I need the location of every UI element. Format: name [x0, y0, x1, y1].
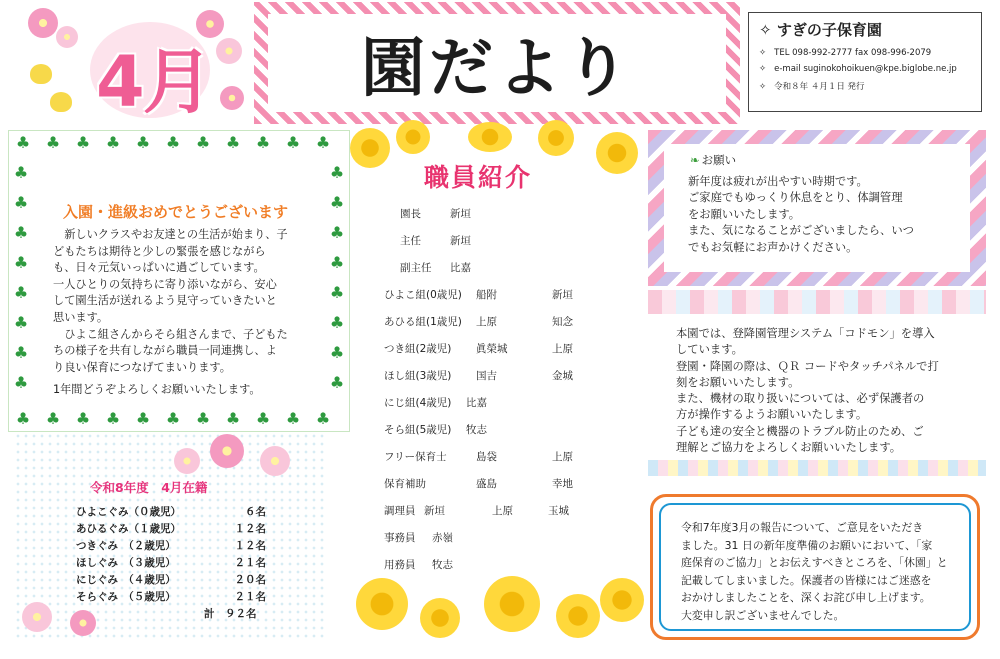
staff-name: 上原 [552, 343, 573, 355]
title-inner [268, 14, 726, 112]
system-line: 登園・降園の際は、ＱＲ コードやタッチパネルで打 [676, 359, 939, 373]
staff-role: 副主任 [400, 262, 432, 274]
clover-icon: ♣ [255, 409, 271, 428]
staff-name: 玉城 [548, 505, 569, 517]
apology-line: 大変申し訳ございませんでした。 [681, 608, 845, 622]
greeting-title: 入園・進級おめでとうございます [63, 203, 289, 221]
request-line: また、気になることがございましたら、いつ [688, 224, 914, 238]
greeting-line: 思います。 [53, 310, 109, 324]
leaf-icon: ❧ [690, 153, 700, 167]
sparkle-icon: ✧ [759, 48, 767, 58]
apology-section [650, 494, 980, 640]
staff-row [400, 206, 421, 221]
staff-role: ほし組(3歳児) [384, 370, 452, 382]
clover-icon: ♣ [329, 283, 345, 302]
staff-name: 知念 [552, 316, 573, 328]
apology-line: 庭保育のご協力」とお伝えすべきところを、「休園」と [681, 556, 948, 570]
staff-name: 比嘉 [466, 397, 487, 409]
month-label: 4月 [96, 41, 211, 123]
staff-row [384, 476, 426, 491]
cherry-blossom-icon [216, 38, 242, 64]
cherry-blossom-icon [28, 8, 58, 38]
dandelion-icon [600, 578, 644, 622]
greeting-line: どもたちは期待と少しの緊張を感じながら [53, 244, 266, 258]
system-line: また、機材の取り扱いについては、必ず保護者の [676, 392, 925, 406]
enrollment-rows [14, 432, 324, 640]
staff-row [400, 260, 432, 275]
dandelion-icon [356, 578, 408, 630]
nursery-name-row [759, 19, 971, 40]
month-badge [20, 8, 248, 123]
staff-name: 牧志 [466, 424, 487, 436]
greeting-line: り良い保育につなげてまいります。 [53, 360, 231, 374]
staff-name: 新垣 [424, 505, 445, 517]
clover-icon: ♣ [195, 133, 211, 152]
staff-name: 上原 [492, 505, 513, 517]
staff-row [384, 557, 416, 572]
staff-role: 園長 [400, 208, 421, 220]
clover-icon: ♣ [13, 253, 29, 272]
clover-icon: ♣ [285, 409, 301, 428]
greeting-line: 1年間どうぞよろしくお願いいたします。 [53, 383, 261, 397]
clover-icon: ♣ [255, 133, 271, 152]
staff-role: ひよこ組(0歳児) [384, 289, 462, 301]
staff-name: 上原 [552, 451, 573, 463]
system-line: 方が操作するようお願いいたします。 [676, 408, 868, 422]
greeting-line: ちの様子を共有しながら職員一同連携し、よ [53, 344, 277, 358]
staff-role: 事務員 [384, 532, 416, 544]
decorative-band [648, 290, 986, 314]
cherry-blossom-icon [220, 86, 244, 110]
greeting-line: ひよこ組さんからそら組さんまで、子どもた [53, 327, 288, 341]
clover-icon: ♣ [165, 409, 181, 428]
clover-icon: ♣ [13, 373, 29, 392]
clover-icon: ♣ [105, 133, 121, 152]
staff-row [384, 314, 462, 329]
staff-name: 新垣 [450, 208, 471, 220]
request-line: でもお気軽にお声かけください。 [688, 240, 858, 254]
clover-icon: ♣ [315, 409, 331, 428]
dandelion-icon [596, 132, 638, 174]
attendance-system-body [676, 326, 939, 456]
cherry-blossom-icon [56, 26, 78, 48]
clover-icon: ♣ [75, 409, 91, 428]
clover-icon: ♣ [225, 409, 241, 428]
clover-icon: ♣ [13, 193, 29, 212]
nursery-name: すぎの子保育園 [776, 21, 882, 39]
clover-icon: ♣ [315, 133, 331, 152]
enrollment-row: そらぐみ （５歳児） ２１名 [76, 591, 266, 603]
staff-role: フリー保育士 [384, 451, 447, 463]
staff-row [384, 341, 451, 356]
staff-name: 盛島 [476, 478, 497, 490]
apology-line: おかけしましたことを、深くお詫び申し上げます。 [681, 591, 931, 605]
staff-name: 幸地 [552, 478, 573, 490]
request-section [648, 130, 986, 286]
greeting-line: 一人ひとりの気持ちに寄り添いながら、安心 [53, 277, 277, 291]
apology-line: 令和7年度3月の報告について、ご意見をいただき [681, 521, 924, 534]
staff-row [384, 287, 462, 302]
staff-name: 比嘉 [450, 262, 471, 274]
greeting-line: 新しいクラスやお友達との生活が始まり、子 [53, 228, 288, 241]
request-line: 新年度は疲れが出やすい時期です。 [688, 175, 868, 188]
staff-name: 赤嶺 [432, 532, 453, 544]
dandelion-icon [484, 576, 540, 632]
attendance-system-section [648, 290, 986, 476]
enrollment-row: あひるぐみ（１歳児） １２名 [76, 523, 266, 535]
apology-line: 記載してしまいました。保護者の皆様にはご迷惑を [681, 573, 932, 587]
staff-name: 島袋 [476, 451, 497, 463]
clover-icon: ♣ [13, 313, 29, 332]
clover-icon: ♣ [195, 409, 211, 428]
apology-line: ました。31 日の新年度準備のお願いにおいて、「家 [681, 538, 933, 552]
page-title: 園だより [361, 32, 633, 106]
enrollment-title: 令和8年度 4月在籍 [90, 480, 208, 495]
clover-icon: ♣ [15, 409, 31, 428]
request-body [688, 174, 914, 256]
clover-icon: ♣ [13, 283, 29, 302]
chick-icon [30, 64, 52, 84]
staff-name: 船附 [476, 289, 497, 301]
staff-name: 国吉 [476, 370, 497, 382]
clover-icon: ♣ [135, 133, 151, 152]
sparkle-icon: ✧ [759, 21, 772, 39]
clover-icon: ♣ [13, 343, 29, 362]
clover-icon: ♣ [285, 133, 301, 152]
enrollment-row: ひよこぐみ（０歳児） ６名 [76, 506, 266, 518]
request-inner [664, 144, 970, 272]
dandelion-icon [538, 120, 574, 156]
clover-icon: ♣ [329, 313, 345, 332]
dandelion-icon [556, 594, 600, 638]
request-heading-row [690, 152, 736, 168]
dandelion-icon [420, 598, 460, 638]
request-line: をお願いいたします。 [688, 207, 801, 221]
staff-role: 調理員 [384, 505, 416, 517]
clover-icon: ♣ [45, 133, 61, 152]
clover-icon: ♣ [45, 409, 61, 428]
greeting-body [53, 227, 329, 399]
staff-name: 上原 [476, 316, 497, 328]
greeting-line: も、日々元気いっぱいに過ごしています。 [53, 261, 265, 275]
system-line: 本園では、登降園管理システム「コドモン」を導入 [676, 327, 935, 340]
dandelion-icon [468, 122, 512, 152]
staff-section [356, 128, 642, 638]
staff-row [400, 233, 421, 248]
chick-icon [50, 92, 72, 112]
system-line: 刻をお願いいたします。 [676, 375, 800, 389]
clover-icon: ♣ [13, 163, 29, 182]
apology-body [681, 519, 948, 625]
staff-name: 新垣 [552, 289, 573, 301]
info-email: ✧ e-mail suginokohoikuen@kpe.biglobe.ne.jp [759, 64, 957, 74]
clover-icon: ♣ [75, 133, 91, 152]
staff-role: 主任 [400, 235, 421, 247]
clover-icon: ♣ [13, 223, 29, 242]
staff-title: 職員紹介 [424, 163, 533, 192]
dandelion-icon [350, 128, 390, 168]
clover-icon: ♣ [225, 133, 241, 152]
enrollment-row: にじぐみ （４歳児） ２０名 [76, 574, 266, 586]
clover-icon: ♣ [329, 343, 345, 362]
nursery-info-box [748, 12, 982, 112]
clover-icon: ♣ [15, 133, 31, 152]
staff-row [384, 503, 416, 518]
staff-role: 保育補助 [384, 478, 426, 490]
clover-icon: ♣ [329, 223, 345, 242]
greeting-line: して園生活が送れるよう見守っていきたいと [53, 294, 277, 308]
clover-icon: ♣ [105, 409, 121, 428]
dandelion-icon [396, 120, 430, 154]
staff-row [384, 368, 451, 383]
staff-role: 用務員 [384, 559, 416, 571]
sparkle-icon: ✧ [759, 82, 767, 92]
clover-icon: ♣ [329, 193, 345, 212]
clover-icon: ♣ [329, 163, 345, 182]
request-heading: お願い [701, 153, 737, 167]
staff-name: 金城 [552, 370, 573, 382]
info-phone: ✧ TEL 098-992-2777 fax 098-996-2079 [759, 48, 932, 58]
staff-row [384, 530, 416, 545]
clover-icon: ♣ [165, 133, 181, 152]
clover-icon: ♣ [329, 373, 345, 392]
info-issue-date: ✧ 令和８年 ４月１日 発行 [759, 82, 865, 92]
enrollment-total: 計 ９２名 [204, 608, 257, 620]
staff-role: つき組(2歳児) [384, 343, 452, 355]
staff-name: 眞榮城 [476, 343, 508, 355]
staff-role: あひる組(1歳児) [384, 316, 462, 328]
title-frame [254, 2, 740, 124]
enrollment-row: ほしぐみ （３歳児） ２１名 [76, 557, 266, 569]
system-line: しています。 [676, 343, 743, 357]
staff-name: 牧志 [432, 559, 453, 571]
staff-row [384, 422, 451, 437]
request-line: ご家庭でもゆっくり休息をとり、体調管理 [688, 191, 903, 205]
sparkle-icon: ✧ [759, 64, 767, 74]
greeting-section [8, 130, 350, 432]
staff-name: 新垣 [450, 235, 471, 247]
enrollment-row: つきぐみ （２歳児） １２名 [76, 540, 266, 552]
staff-role: そら組(5歳児) [384, 424, 452, 436]
system-line: 理解とご協力をよろしくお願いいたします。 [676, 441, 902, 455]
clover-icon: ♣ [329, 253, 345, 272]
staff-row [384, 395, 451, 410]
system-line: 子ども達の安全と機器のトラブル防止のため、ご [676, 424, 924, 438]
staff-row [384, 449, 447, 464]
decorative-band [648, 460, 986, 476]
staff-role: にじ組(4歳児) [384, 397, 452, 409]
clover-icon: ♣ [135, 409, 151, 428]
